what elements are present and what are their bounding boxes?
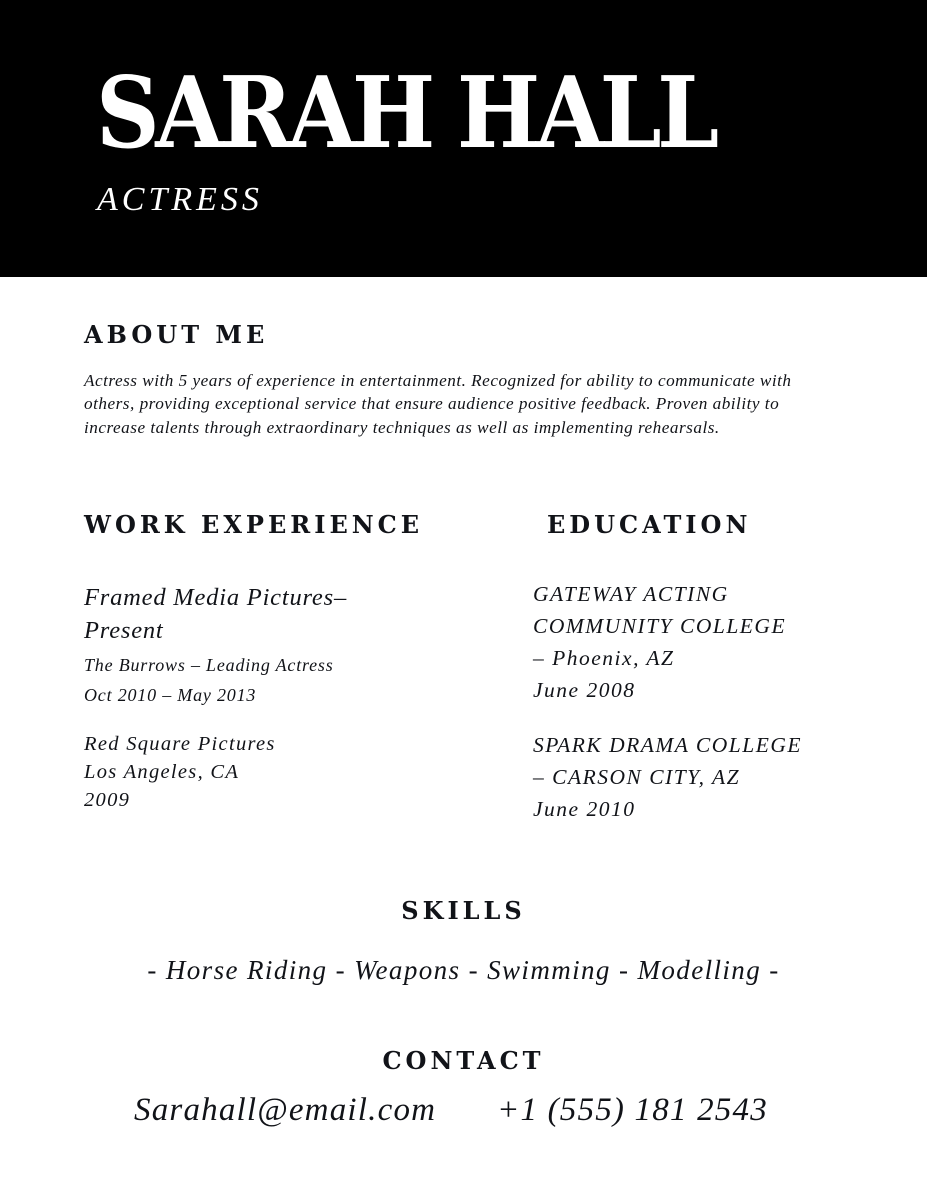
education-entry-1 [533, 578, 786, 706]
resume-name: SARAH HALL [96, 56, 715, 171]
education-school-location: – CARSON CITY, AZ [533, 765, 741, 789]
contact-phone: +1 (555) 181 2543 [497, 1092, 768, 1128]
work-entry-role: The Burrows – Leading Actress [84, 655, 334, 675]
work-experience-heading: WORK EXPERIENCE [84, 510, 424, 539]
contact-heading: CONTACT [382, 1046, 545, 1075]
education-entry-2 [533, 729, 802, 825]
education-school-name: SPARK DRAMA COLLEGE [533, 733, 802, 757]
education-school-location: – Phoenix, AZ [533, 646, 675, 670]
work-entry-dates: Oct 2010 – May 2013 [84, 684, 257, 705]
work-entry-location: Los Angeles, CA [84, 761, 240, 783]
resume-role: ACTRESS [97, 181, 263, 218]
work-entry-year: 2009 [84, 789, 131, 811]
work-entry-title-line2: Present [84, 616, 164, 644]
about-heading: ABOUT ME [84, 320, 269, 349]
work-entry-2 [84, 730, 276, 814]
about-text: Actress with 5 years of experience in entertainment. Recognized for ability to communicate with others, providing exceptional service that ensure audience positive feedback. Proven ability to increase talents through extraordinary techniques as well as implementing rehearsals. [84, 371, 792, 437]
contact-email: Sarahall@email.com [134, 1092, 437, 1128]
header-banner [0, 0, 927, 277]
education-school-line2: COMMUNITY COLLEGE [533, 614, 787, 638]
education-date: June 2008 [533, 678, 636, 702]
skills-heading: SKILLS [401, 896, 526, 925]
education-heading: EDUCATION [547, 510, 752, 539]
work-entry-1 [84, 582, 347, 710]
education-school-line1: GATEWAY ACTING [533, 582, 729, 606]
work-entry-company: Red Square Pictures [84, 733, 276, 755]
work-entry-title-line1: Framed Media Pictures– [84, 584, 347, 611]
education-date: June 2010 [533, 797, 636, 821]
skills-list: - Horse Riding - Weapons - Swimming - Modelling - [147, 955, 780, 985]
